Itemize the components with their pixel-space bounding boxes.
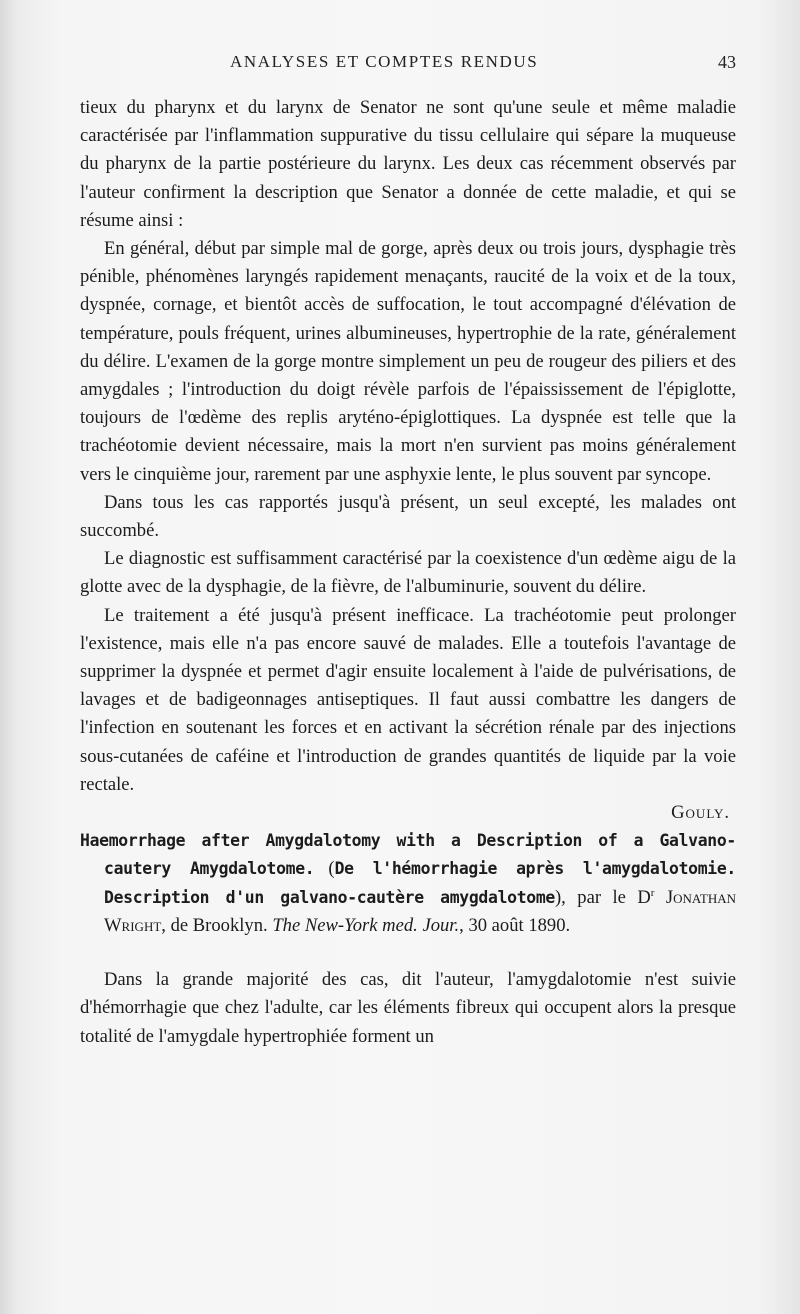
author-title-sup: r [650,886,655,899]
article-title-french: De l'hémorrhagie après l'amygdalotomie. Description d'un galvano-cautère amygdalotome [104,859,736,907]
paragraph-amygdalotomy: Dans la grande majorité des cas, dit l'auteur, l'amygdalotomie n'est suivie d'hémorrhagie que chez l'adulte, car les éléments fibreux qui occupent alors la presque totalité de l'amygdale hypertrophiée forment un [80,969,736,1047]
author-name: Jonathan Wright [104,886,736,936]
running-title: ANALYSES ET COMPTES RENDUS [230,52,539,71]
page-number: 43 [718,52,736,72]
author-city: , de Brooklyn. [161,914,268,936]
author-signature: Gouly. [671,802,730,824]
article-heading [80,827,736,940]
byline-prefix: par le [577,886,626,908]
paren-close: ), [554,886,566,908]
paren-open: ( [328,858,335,880]
paragraph-treatment: Le traitement a été jusqu'à présent inefficace. La trachéotomie peut prolonger l'existence, mais elle n'a pas encore sauvé de malades. Elle a toutefois l'avantage de supprimer la dyspnée et permet d'agir ensuite localement à l'aide de pulvérisations, de lavages et de badigeonnages antiseptiques. Il faut aussi combattre les dangers de l'infection en soutenant les forces et en activant la sécrétion rénale par des injections sous-cutanées de caféine et l'introduction de grandes quantités de liquide par la voie rectale. [80,604,736,795]
paragraph-continuation: tieux du pharynx et du larynx de Senator ne sont qu'une seule et même maladie caractérisée par l'inflammation suppurative du tissu cellulaire qui sépare la muqueuse du pharynx de la partie postérieure du larynx. Les deux cas récemment observés par l'auteur confirment la description que Senator a donnée de cette maladie, et qui se résume ainsi : [80,97,736,231]
publication-date: , 30 août 1890. [459,914,571,936]
journal-name: The New-York med. Jour. [272,914,460,936]
paragraph-symptoms: En général, début par simple mal de gorge, après deux ou trois jours, dysphagie très pénible, phénomènes laryngés rapidement menaçants, raucité de la voix et de la toux, dyspnée, cornage, et bientôt accès de suffocation, le tout accompagné d'élévation de température, pouls fréquent, urines albumineuses, hypertrophie de la rate, généralement du délire. L'examen de la gorge montre simplement un peu de rougeur des piliers et des amygdales ; l'introduction du doigt révèle parfois de l'épaississement de l'épiglotte, toujours de l'œdème des replis aryténo-épiglottiques. La dyspnée est telle que la trachéotomie devient nécessaire, mais la mort n'en survient pas moins généralement vers le cinquième jour, rarement par une asphyxie lente, le plus souvent par syncope. [80,238,736,485]
running-head [80,52,736,80]
article-title-english: Haemorrhage after Amygdalotomy with a Description of a Galvano-cautery Amygdalotome. [80,831,736,879]
author-title: D [637,886,651,908]
paragraph-outcome: Dans tous les cas rapportés jusqu'à présent, un seul excepté, les malades ont succombé. [80,491,736,542]
paragraph-diagnosis: Le diagnostic est suffisamment caractérisé par la coexistence d'un œdème aigu de la glotte avec de la dysphagie, de la fièvre, de l'albuminurie, souvent du délire. [80,548,736,598]
body-text [80,94,736,1051]
